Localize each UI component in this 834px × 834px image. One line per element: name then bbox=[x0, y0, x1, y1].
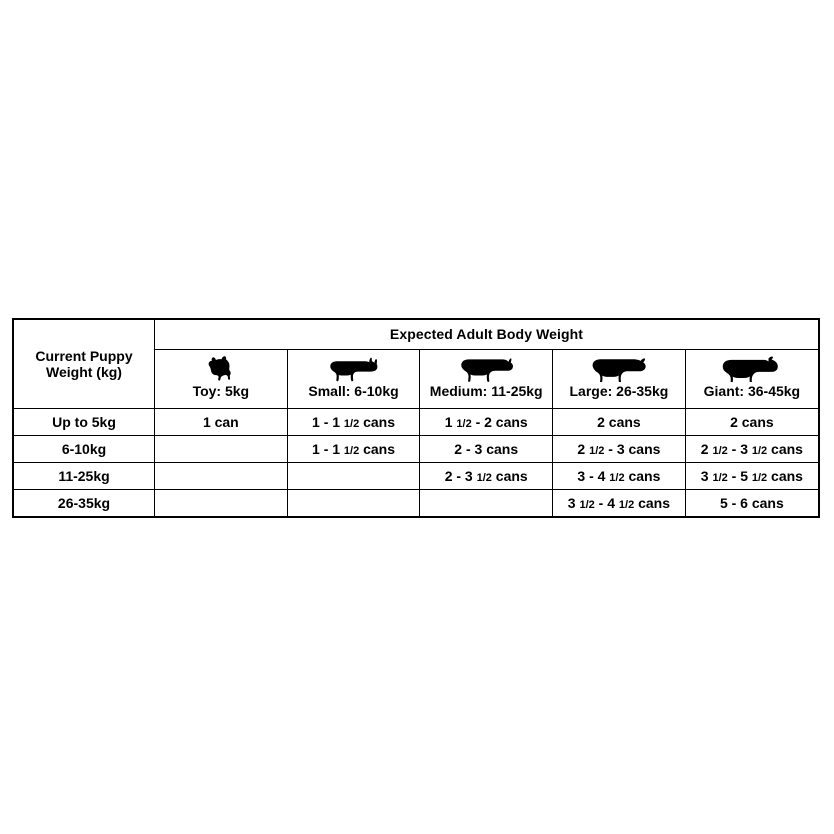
column-header-giant-label: Giant: 36-45kg bbox=[703, 383, 801, 400]
serving-cell: 1 1/2 - 2 cans bbox=[420, 409, 553, 436]
column-header-small bbox=[287, 350, 420, 409]
column-header-medium bbox=[420, 350, 553, 409]
serving-cell: 2 1/2 - 3 cans bbox=[553, 436, 686, 463]
column-header-large bbox=[553, 350, 686, 409]
column-header-giant bbox=[685, 350, 818, 409]
puppy-feeding-guide-table bbox=[12, 318, 820, 518]
serving-cell bbox=[155, 463, 288, 490]
serving-cell bbox=[287, 463, 420, 490]
row-weight-label: 11-25kg bbox=[14, 463, 155, 490]
serving-cell bbox=[155, 490, 288, 517]
column-header-toy bbox=[155, 350, 288, 409]
serving-cell: 1 - 1 1/2 cans bbox=[287, 409, 420, 436]
serving-cell: 3 1/2 - 5 1/2 cans bbox=[685, 463, 818, 490]
column-header-large-label: Large: 26-35kg bbox=[569, 383, 669, 400]
serving-cell bbox=[155, 436, 288, 463]
column-header-toy-label: Toy: 5kg bbox=[192, 383, 250, 400]
expected-adult-body-weight-banner: Expected Adult Body Weight bbox=[155, 320, 819, 350]
serving-cell bbox=[287, 490, 420, 517]
table-row bbox=[14, 409, 818, 436]
serving-cell: 2 cans bbox=[685, 409, 818, 436]
large-dog-silhouette-icon bbox=[554, 356, 684, 382]
serving-cell: 3 1/2 - 4 1/2 cans bbox=[553, 490, 686, 517]
table-row bbox=[14, 463, 818, 490]
serving-cell bbox=[420, 490, 553, 517]
column-header-small-label: Small: 6-10kg bbox=[308, 383, 399, 400]
table-row bbox=[14, 490, 818, 517]
serving-cell: 2 - 3 cans bbox=[420, 436, 553, 463]
feeding-chart-table bbox=[14, 320, 818, 516]
serving-cell: 2 1/2 - 3 1/2 cans bbox=[685, 436, 818, 463]
giant-dog-silhouette-icon bbox=[687, 356, 817, 382]
medium-dog-silhouette-icon bbox=[421, 356, 551, 382]
serving-cell: 2 cans bbox=[553, 409, 686, 436]
terrier-dog-silhouette-icon bbox=[156, 356, 286, 382]
row-weight-label: 6-10kg bbox=[14, 436, 155, 463]
row-weight-label: Up to 5kg bbox=[14, 409, 155, 436]
current-puppy-weight-header: Current Puppy Weight (kg) bbox=[14, 320, 155, 409]
row-weight-label: 26-35kg bbox=[14, 490, 155, 517]
serving-cell: 1 - 1 1/2 cans bbox=[287, 436, 420, 463]
column-header-medium-label: Medium: 11-25kg bbox=[429, 383, 543, 400]
serving-cell: 5 - 6 cans bbox=[685, 490, 818, 517]
table-row bbox=[14, 436, 818, 463]
table-header-banner-row bbox=[14, 320, 818, 350]
serving-cell: 1 can bbox=[155, 409, 288, 436]
serving-cell: 3 - 4 1/2 cans bbox=[553, 463, 686, 490]
small-dog-silhouette-icon bbox=[289, 356, 419, 382]
serving-cell: 2 - 3 1/2 cans bbox=[420, 463, 553, 490]
